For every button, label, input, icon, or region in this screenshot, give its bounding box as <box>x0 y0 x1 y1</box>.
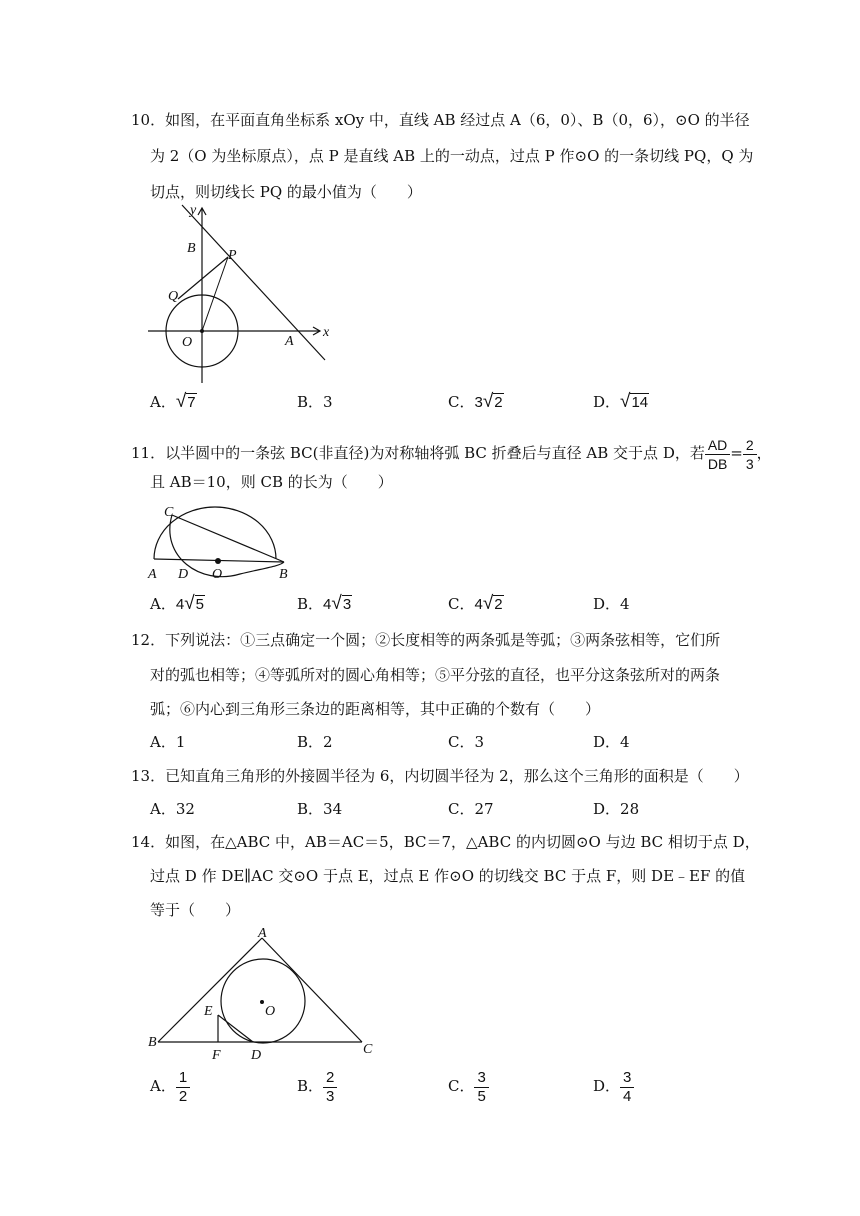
q10-option-d[interactable]: D．√14 <box>593 391 649 412</box>
q10-line-2: 为 2（O 为坐标原点），点 P 是直线 AB 上的一动点，过点 P 作⊙O 的一条切线 PQ，Q 为 <box>150 147 754 165</box>
q12-line-2: 对的弧也相等；④等弧所对的圆心角相等；⑤平分弦的直径，也平分这条弦所对的两条 <box>150 666 721 684</box>
center-o-dot <box>215 558 221 564</box>
q10-line-1: 10．如图，在平面直角坐标系 xOy 中，直线 AB 经过点 A（6，0）、B（0，6），⊙O 的半径 <box>131 111 750 129</box>
q11-ratio-lhs: $\frac{AD}{DB}$ <box>705 436 730 473</box>
q14-option-c[interactable]: C． $\frac{3}{5}$ <box>448 1066 489 1106</box>
q13-option-d[interactable]: D．28 <box>593 800 640 818</box>
q14-option-d[interactable]: D． $\frac{3}{4}$ <box>593 1066 634 1106</box>
center-o-dot <box>200 329 204 333</box>
label-o: O <box>182 335 193 350</box>
side-ab <box>158 938 262 1042</box>
label-c: C <box>363 1042 373 1057</box>
chord-bc <box>172 515 284 562</box>
q10-option-c[interactable]: C．3√2 <box>448 391 503 412</box>
q11-line-2: 且 AB＝10，则 CB 的长为（ ） <box>150 473 393 491</box>
label-y: y <box>190 203 197 218</box>
label-o: O <box>212 567 223 582</box>
q13-option-b[interactable]: B．34 <box>297 800 343 818</box>
q11-option-b[interactable]: B．4√3 <box>297 593 352 614</box>
q13-line-1: 13．已知直角三角形的外接圆半径为 6，内切圆半径为 2，那么这个三角形的面积是（ ） <box>131 767 749 785</box>
line-ab <box>182 205 325 360</box>
label-d: D <box>178 567 189 582</box>
q10-line-3: 切点，则切线长 PQ 的最小值为（ ） <box>150 183 422 201</box>
label-b: B <box>187 241 196 256</box>
q12-option-b[interactable]: B．2 <box>297 733 333 751</box>
label-p: P <box>228 248 237 263</box>
q12-line-1: 12．下列说法：①三点确定一个圆；②长度相等的两条弧是等弧；③两条弦相等，它们所 <box>131 631 721 649</box>
q12-line-3: 弧；⑥内心到三角形三条边的距离相等，其中正确的个数有（ ） <box>150 700 601 718</box>
label-a: A <box>285 334 294 349</box>
q11-option-a[interactable]: A．4√5 <box>150 593 204 614</box>
q12-option-d[interactable]: D．4 <box>593 733 630 751</box>
q14-option-b[interactable]: B． $\frac{2}{3}$ <box>297 1066 337 1106</box>
label-a: A <box>258 926 267 941</box>
label-d: D <box>251 1048 262 1063</box>
label-e: E <box>204 1004 213 1019</box>
label-x: x <box>323 325 330 340</box>
q11-option-c[interactable]: C．4√2 <box>448 593 503 614</box>
q14-option-a[interactable]: A． $\frac{1}{2}$ <box>150 1066 190 1106</box>
q11-ratio-rhs: $\frac{2}{3}$ <box>743 436 757 473</box>
label-a: A <box>148 567 157 582</box>
q12-option-c[interactable]: C．3 <box>448 733 485 751</box>
segment-de <box>218 1015 253 1042</box>
label-c: C <box>164 505 174 520</box>
label-b: B <box>279 567 288 582</box>
q10-option-b[interactable]: B．3 <box>297 393 333 411</box>
q11-option-d[interactable]: D．4 <box>593 595 630 613</box>
q14-line-2: 过点 D 作 DE∥AC 交⊙O 于点 E，过点 E 作⊙O 的切线交 BC 于点 F，则 DE﹣EF 的值 <box>150 867 746 885</box>
q10-figure <box>140 200 340 390</box>
label-f: F <box>212 1048 221 1063</box>
center-o-dot <box>260 1000 264 1004</box>
label-o: O <box>265 1004 276 1019</box>
q13-option-a[interactable]: A．32 <box>150 800 195 818</box>
label-b: B <box>148 1035 157 1050</box>
label-q: Q <box>168 289 179 304</box>
q13-option-c[interactable]: C．27 <box>448 800 494 818</box>
q11-figure <box>140 496 300 588</box>
q11-line-1: 11．以半圆中的一条弦 BC(非直径)为对称轴将弧 BC 折叠后与直径 AB 交于点 D，若 $\frac{AD}{DB}$ = $\frac{2}{3}$ ， <box>131 436 772 472</box>
q12-option-a[interactable]: A．1 <box>150 733 186 751</box>
q10-option-a[interactable]: A．√7 <box>150 391 196 412</box>
q14-line-1: 14．如图，在△ABC 中，AB＝AC＝5，BC＝7，△ABC 的内切圆⊙O 与边 BC 相切于点 D， <box>131 833 760 851</box>
side-ac <box>262 938 362 1042</box>
q14-figure <box>140 922 385 1064</box>
q14-line-3: 等于（ ） <box>150 901 241 919</box>
